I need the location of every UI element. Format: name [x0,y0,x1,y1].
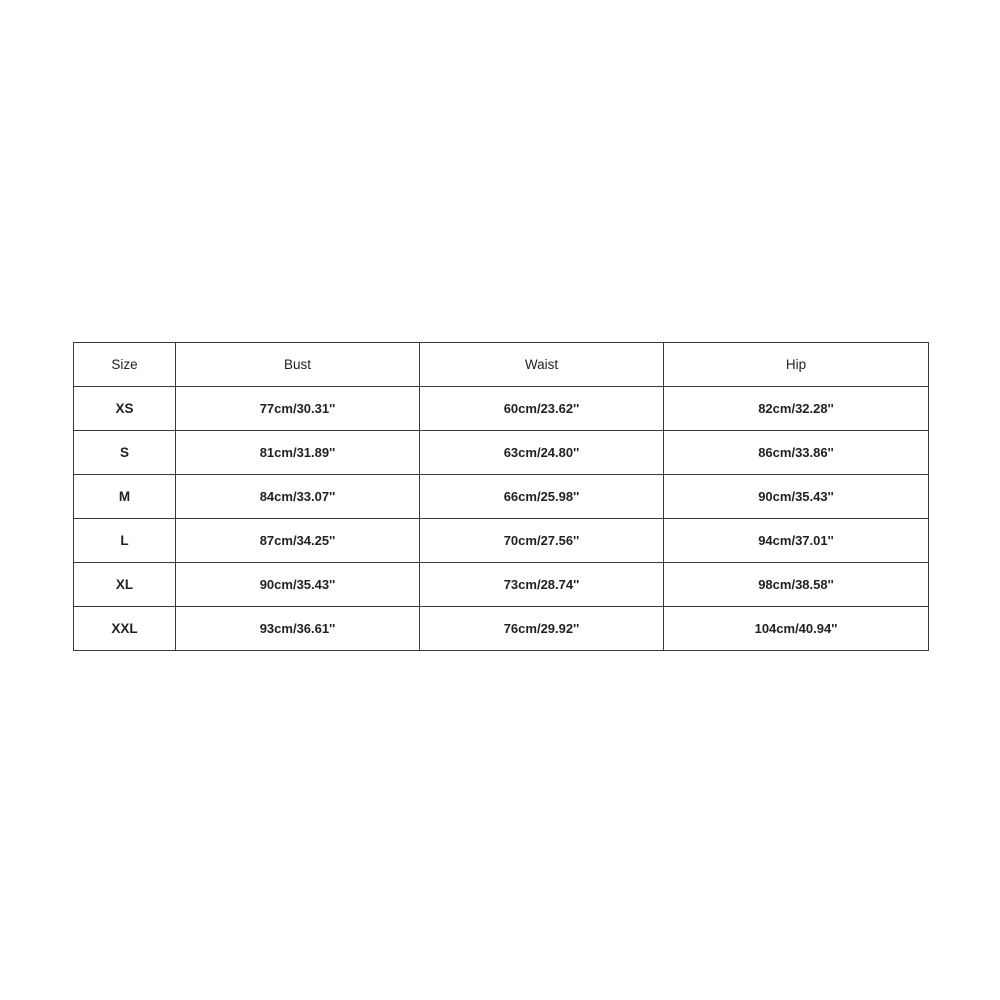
table-row [74,563,929,607]
cell-hip: 86cm/33.86'' [664,431,929,475]
cell-size: S [74,431,176,475]
table-row [74,519,929,563]
cell-bust: 84cm/33.07'' [176,475,420,519]
cell-hip: 104cm/40.94'' [664,607,929,651]
cell-size: L [74,519,176,563]
cell-hip: 90cm/35.43'' [664,475,929,519]
cell-hip: 98cm/38.58'' [664,563,929,607]
header-row [74,343,929,387]
cell-bust: 81cm/31.89'' [176,431,420,475]
cell-size: M [74,475,176,519]
cell-waist: 66cm/25.98'' [420,475,664,519]
cell-bust: 93cm/36.61'' [176,607,420,651]
cell-bust: 90cm/35.43'' [176,563,420,607]
cell-waist: 73cm/28.74'' [420,563,664,607]
table-row [74,431,929,475]
size-chart-table [73,342,929,651]
cell-waist: 63cm/24.80'' [420,431,664,475]
cell-size: XS [74,387,176,431]
header-bust: Bust [176,343,420,387]
table-row [74,607,929,651]
cell-waist: 70cm/27.56'' [420,519,664,563]
table-row [74,475,929,519]
cell-waist: 76cm/29.92'' [420,607,664,651]
cell-size: XL [74,563,176,607]
cell-waist: 60cm/23.62'' [420,387,664,431]
cell-size: XXL [74,607,176,651]
header-hip: Hip [664,343,929,387]
table-row [74,387,929,431]
header-waist: Waist [420,343,664,387]
cell-hip: 94cm/37.01'' [664,519,929,563]
cell-bust: 87cm/34.25'' [176,519,420,563]
cell-hip: 82cm/32.28'' [664,387,929,431]
cell-bust: 77cm/30.31'' [176,387,420,431]
header-size: Size [74,343,176,387]
